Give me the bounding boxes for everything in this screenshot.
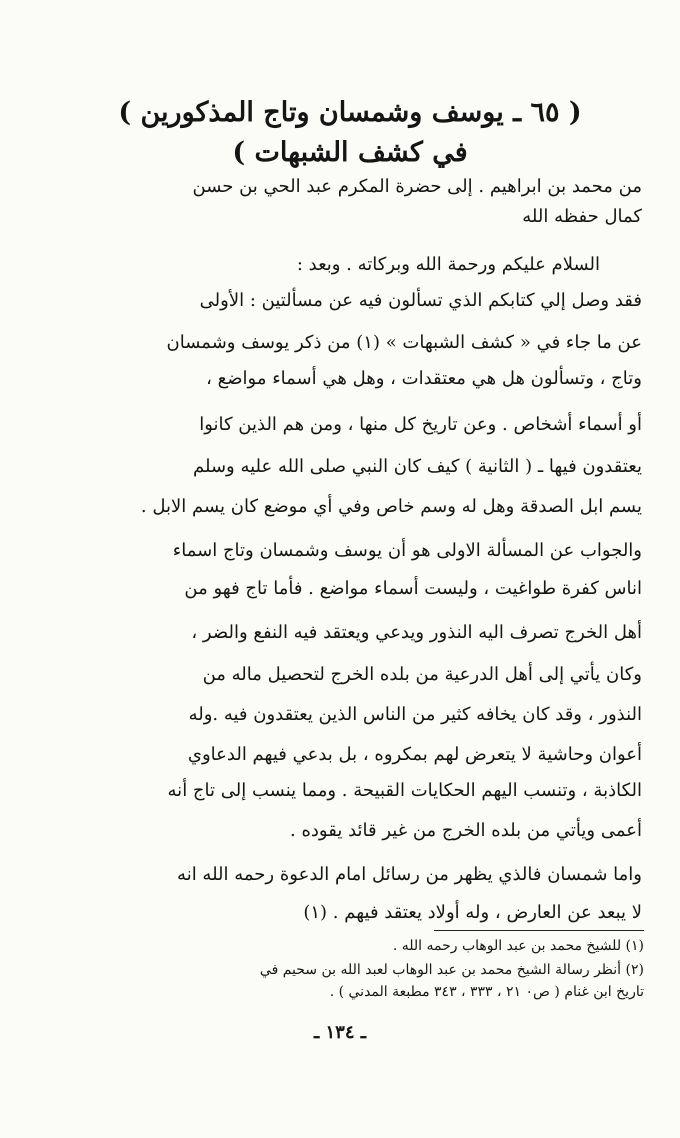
text-line: أعوان وحاشية لا يتعرض لهم بمكروه ، بل بدعي فيهم الدعاوي xyxy=(187,744,642,765)
text-line: من محمد بن ابراهيم . إلى حضرة المكرم عبد الحي بن حسن xyxy=(192,176,642,197)
section-title-continued: في كشف الشبهات ) xyxy=(232,137,468,168)
text-line: وكان يأتي إلى أهل الدرعية من بلده الخرج لتحصيل ماله من xyxy=(202,664,642,685)
text-line: لا يبعد عن العارض ، وله أولاد يعتقد فيهم . (١) xyxy=(303,902,642,923)
footnote-divider xyxy=(434,930,644,931)
text-line: والجواب عن المسألة الاولى هو أن يوسف وشمسان وتاج اسماء xyxy=(172,540,642,561)
section-title: ( ٦٥ ـ يوسف وشمسان وتاج المذكورين ) xyxy=(118,97,582,128)
text-line: أهل الخرج تصرف اليه النذور ويدعي ويعتقد فيه النفع والضر ، xyxy=(191,622,642,643)
text-line: وتاج ، وتسألون هل هي معتقدات ، وهل هي أسماء مواضع ، xyxy=(206,368,642,389)
text-line: السلام عليكم ورحمة الله وبركاته . وبعد : xyxy=(296,254,600,275)
text-line: عن ما جاء في « كشف الشبهات » (١) من ذكر يوسف وشمسان xyxy=(166,332,642,353)
text-line: النذور ، وقد كان يخافه كثير من الناس الذين يعتقدون فيه .وله xyxy=(188,704,642,725)
text-line: واما شمسان فالذي يظهر من رسائل امام الدعوة رحمه الله انه xyxy=(177,864,642,885)
text-line: يسم ابل الصدقة وهل له وسم خاص وفي أي موضع كان يسم الابل . xyxy=(140,496,642,517)
text-line: يعتقدون فيها ـ ( الثانية ) كيف كان النبي صلى الله عليه وسلم xyxy=(193,456,642,477)
text-line: فقد وصل إلي كتابكم الذي تسألون فيه عن مسألتين : الأولى xyxy=(199,290,642,311)
text-line: أو أسماء أشخاص . وعن تاريخ كل منها ، ومن هم الذين كانوا xyxy=(199,414,642,435)
text-line: اناس كفرة طواغيت ، وليست أسماء مواضع . فأما تاج فهو من xyxy=(184,578,642,599)
text-line: كمال حفظه الله xyxy=(522,206,642,227)
footnote: (١) للشيخ محمد بن عبد الوهاب رحمه الله . xyxy=(392,938,644,954)
footnote: (٢) أنظر رسالة الشيخ محمد بن عبد الوهاب لعبد الله بن سحيم في xyxy=(259,962,644,978)
text-line: أعمى ويأتي من بلده الخرج من غير قائد يقوده . xyxy=(290,820,642,841)
text-line: الكاذبة ، وتنسب اليهم الحكايات القبيحة . ومما ينسب إلى تاج أنه xyxy=(167,780,642,801)
page-number: ـ ١٣٤ ـ xyxy=(313,1022,367,1043)
footnote: تاريخ ابن غنام ( ص٠ ٢١ ، ٣٣٣ ، ٣٤٣ مطبعة المدني ) . xyxy=(329,984,644,1000)
